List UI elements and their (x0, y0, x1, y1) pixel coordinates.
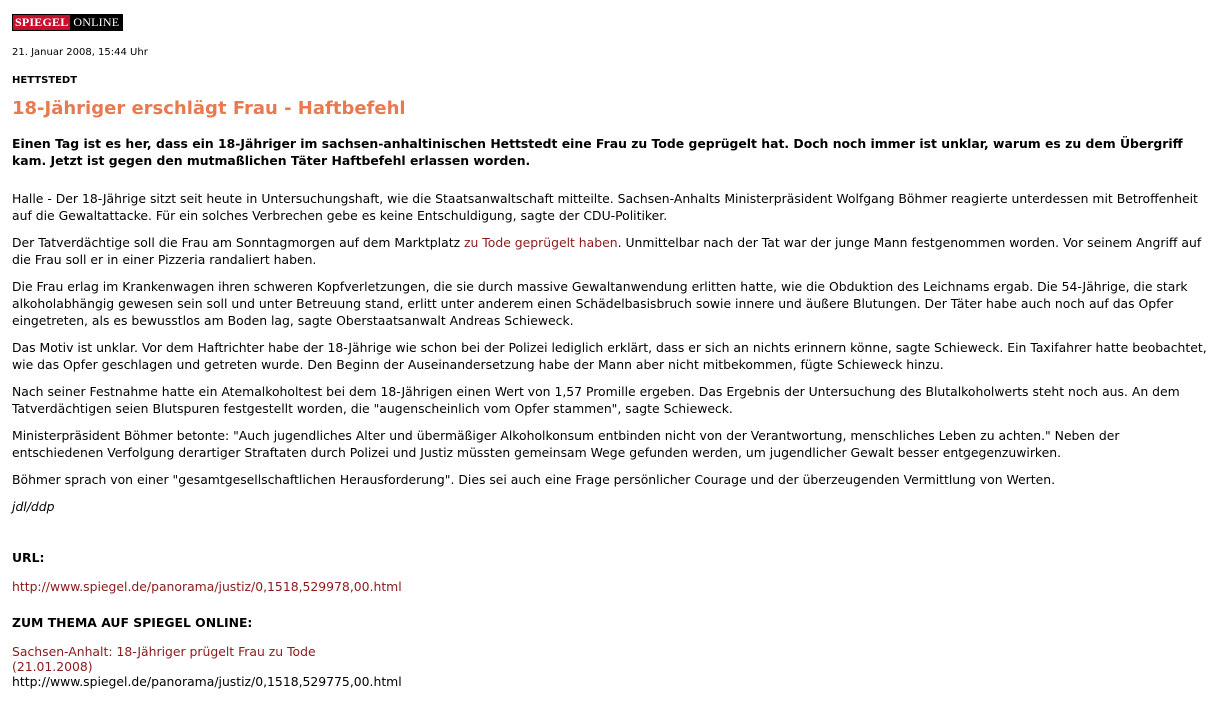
paragraph-6: Ministerpräsident Böhmer betonte: "Auch jugendliches Alter und übermäßiger Alkoholkonsum entbinden nicht von der Verantwortung, menschliches Leben zu achten." Neben der entschiedenen Verfolgung derartiger Straftaten durch Polizei und Justiz müssten gemeinsam Wege gefunden werden, um jugendlicher Gewalt besser entgegenzuwirken. (12, 428, 1120, 460)
logo-online: ONLINE (70, 15, 122, 30)
related-article (12, 644, 402, 689)
paragraph-5: Nach seiner Festnahme hatte ein Atemalkoholtest bei dem 18-Jährigen einen Wert von 1,57 Promille ergeben. Das Ergebnis der Untersuchung des Blutalkoholwerts steht noch aus. An dem Tatverdächtigen seien Blutspuren festgestellt worden, die "augenscheinlich vom Opfer stammen", sagte Schieweck. (12, 384, 1180, 416)
author-credit: jdl/ddp (12, 499, 55, 514)
article-date: 21. Januar 2008, 15:44 Uhr (12, 47, 148, 58)
article-headline: 18-Jähriger erschlägt Frau - Haftbefehl (12, 98, 406, 119)
paragraph-4: Das Motiv ist unklar. Vor dem Haftrichter habe der 18-Jährige wie schon bei der Polizei lediglich erklärt, dass er sich an nichts erinnern könne, sagte Schieweck. Ein Taxifahrer hatte beobachtet, wie das Opfer geschlagen und getreten wurde. Den Beginn der Auseinandersetzung habe der Mann aber nicht mitbekommen, fügte Schieweck hinzu. (12, 340, 1207, 372)
article-kicker: HETTSTEDT (12, 75, 78, 86)
logo-spiegel: SPIEGEL (15, 15, 69, 29)
spiegel-online-logo[interactable] (12, 14, 123, 31)
article-body (12, 190, 1207, 525)
paragraph-2 (12, 234, 1207, 268)
related-topic-heading: ZUM THEMA AUF SPIEGEL ONLINE: (12, 615, 253, 630)
paragraph-3: Die Frau erlag im Krankenwagen ihren schweren Kopfverletzungen, die sie durch massive Gewaltanwendung erlitten hatte, wie die Obduktion des Leichnams ergab. Die 54-Jährige, die stark alkoholabhängig gewesen sein soll und unter Betreuung stand, erlitt unter anderem einen Schädelbasisbruch sowie innere und äußere Blutungen. Der Täter habe auch noch auf das Opfer eingetreten, als es bewusstlos am Boden lag, sagte Oberstaatsanwalt Andreas Schieweck. (12, 279, 1188, 328)
article-url-link[interactable]: http://www.spiegel.de/panorama/justiz/0,1518,529978,00.html (12, 579, 402, 594)
paragraph-2-text-a: Der Tatverdächtige soll die Frau am Sonntagmorgen auf dem Marktplatz (12, 235, 465, 250)
url-heading: URL: (12, 550, 45, 565)
related-article-title-link[interactable]: Sachsen-Anhalt: 18-Jähriger prügelt Frau zu Tode (12, 644, 316, 659)
related-article-date-link[interactable]: (21.01.2008) (12, 659, 93, 674)
paragraph-1: Halle - Der 18-Jährige sitzt seit heute in Untersuchungshaft, wie die Staatsanwaltschaft mitteilte. Sachsen-Anhalts Ministerpräsident Wolfgang Böhmer reagierte unterdessen mit Betroffenheit auf die Gewaltattacke. Für ein solches Verbrechen gebe es keine Entschuldigung, sagte der CDU-Politiker. (12, 191, 1198, 223)
paragraph-7: Böhmer sprach von einer "gesamtgesellschaftlichen Herausforderung". Dies sei auch eine Frage persönlicher Courage und der überzeugenden Vermittlung von Werten. (12, 472, 1056, 487)
inline-link-zu-tode[interactable]: zu Tode geprügelt haben (464, 235, 618, 250)
related-article-url: http://www.spiegel.de/panorama/justiz/0,1518,529775,00.html (12, 674, 402, 689)
paragraph-2-text-b: . Unmittelbar nach der Tat war der junge Mann festgenommen worden. Vor seinem Angriff auf die Frau soll er in einer Pizzeria randaliert haben. (12, 235, 1202, 267)
article-lead: Einen Tag ist es her, dass ein 18-Jähriger im sachsen-anhaltinischen Hettstedt eine Frau zu Tode geprügelt hat. Doch noch immer ist unklar, warum es zu dem Übergriff kam. Jetzt ist gegen den mutmaßlichen Täter Haftbefehl erlassen worden. (12, 136, 1183, 168)
